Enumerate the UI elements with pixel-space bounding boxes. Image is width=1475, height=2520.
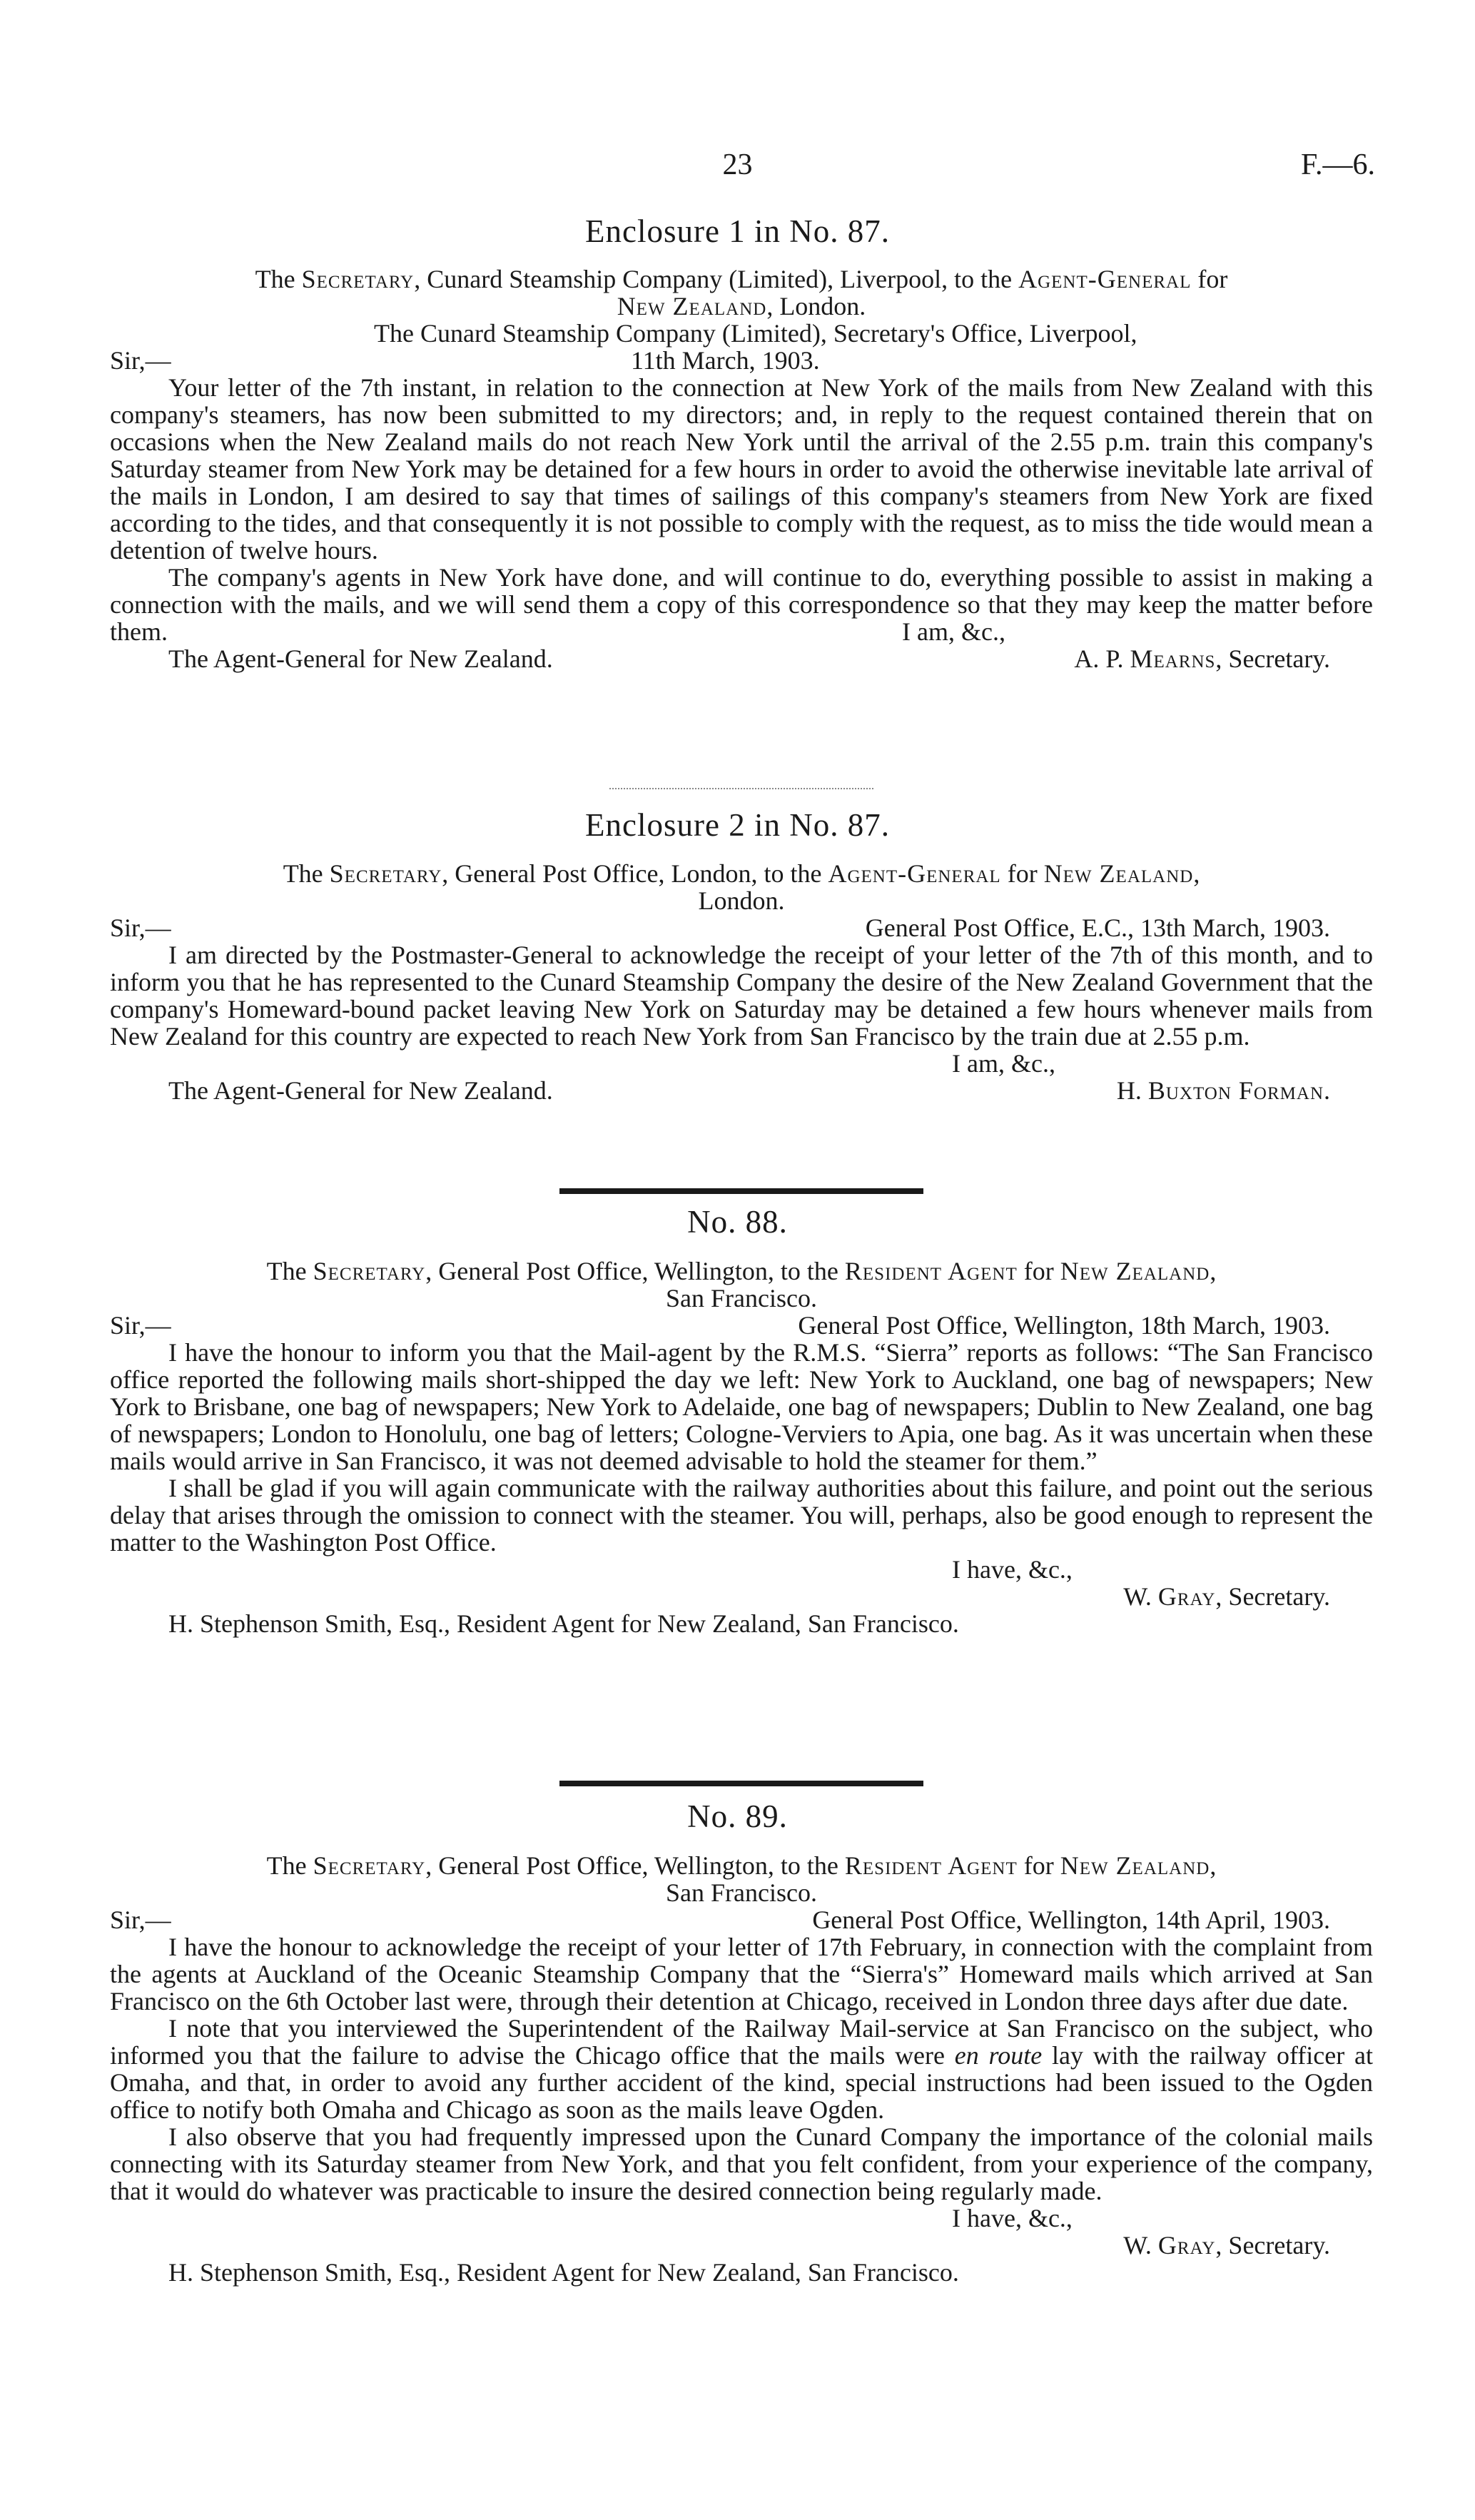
enclosure-1-heading-line2: New Zealand, London. bbox=[617, 292, 866, 320]
section-divider-rule bbox=[559, 1781, 923, 1786]
no-88-heading: The Secretary, General Post Office, Wellington, to the Resident Agent for New Zealand, bbox=[266, 1257, 1217, 1285]
no-89-closing-row bbox=[110, 2205, 1373, 2232]
no-88-salutation-row bbox=[110, 1312, 1373, 1339]
enclosure-2-salutation: Sir,— bbox=[110, 914, 171, 942]
enclosure-1-salutation-row bbox=[110, 347, 1373, 374]
no-89-closing: I have, &c., bbox=[952, 2204, 1073, 2232]
no-89-signatory: W. Gray, Secretary. bbox=[1123, 2231, 1330, 2260]
enclosure-1-title: Enclosure 1 in No. 87. bbox=[585, 213, 890, 249]
no-89-heading: The Secretary, General Post Office, Wellington, to the Resident Agent for New Zealand, bbox=[266, 1851, 1217, 1880]
page-number: 23 bbox=[722, 148, 753, 181]
enclosure-2-title: Enclosure 2 in No. 87. bbox=[585, 807, 890, 843]
enclosure-2-body bbox=[110, 860, 1373, 1104]
section-divider-dotted bbox=[609, 788, 873, 789]
enclosure-2-closing: I am, &c., bbox=[952, 1049, 1055, 1078]
no-89-heading-line2: San Francisco. bbox=[666, 1878, 817, 1907]
enclosure-1-address: The Cunard Steamship Company (Limited), Secretary's Office, Liverpool, bbox=[374, 319, 1137, 348]
no-88-heading-line2: San Francisco. bbox=[666, 1284, 817, 1312]
no-89-paragraph-1: I have the honour to acknowledge the receipt of your letter of 17th February, in connection with the complaint from the agents at Auckland of the Oceanic Steamship Company that the “Sierra's” Homeward mails which arrived at San Francisco on the 6th October last were, through their detention at Chicago, received in London three days after due date. bbox=[110, 1933, 1373, 2015]
enclosure-2-salutation-row bbox=[110, 914, 1373, 941]
no-89-title: No. 89. bbox=[687, 1798, 788, 1834]
no-88-addressee: H. Stephenson Smith, Esq., Resident Agent for New Zealand, San Francisco. bbox=[168, 1609, 959, 1638]
enclosure-1-signature-row bbox=[110, 645, 1373, 672]
enclosure-1-signatory: A. P. Mearns, Secretary. bbox=[1074, 644, 1330, 673]
page-reference: F.—6. bbox=[1301, 148, 1375, 181]
no-88-closing: I have, &c., bbox=[952, 1555, 1073, 1584]
no-88-title: No. 88. bbox=[687, 1204, 788, 1240]
no-88-date: General Post Office, Wellington, 18th March, 1903. bbox=[798, 1311, 1330, 1340]
no-89-paragraph-3: I also observe that you had frequently impressed upon the Cunard Company the importance of the colonial mails connecting with its Saturday steamer from New York, and that you felt confident, from your experience of the company, that it would do whatever was practicable to insure the desired connection being regularly made. bbox=[110, 2122, 1373, 2205]
no-88-salutation: Sir,— bbox=[110, 1311, 171, 1340]
no-88-closing-row bbox=[110, 1556, 1373, 1583]
no-88-paragraph-2: I shall be glad if you will again communicate with the railway authorities about this failure, and point out the serious delay that arises through the omission to connect with the steamer. You will, perhaps, also be good enough to represent the matter to the Washington Post Office. bbox=[110, 1474, 1373, 1557]
enclosure-2-addressee: The Agent-General for New Zealand. bbox=[168, 1076, 553, 1105]
enclosure-2-heading-line2: London. bbox=[698, 886, 785, 915]
no-89-addressee: H. Stephenson Smith, Esq., Resident Agent for New Zealand, San Francisco. bbox=[168, 2258, 959, 2287]
enclosure-1-closing-row bbox=[110, 618, 1373, 645]
enclosure-1-addressee: The Agent-General for New Zealand. bbox=[168, 644, 553, 673]
section-divider-rule bbox=[559, 1188, 923, 1194]
enclosure-1-closing: I am, &c., bbox=[902, 617, 1005, 646]
enclosure-1-date: 11th March, 1903. bbox=[631, 346, 820, 375]
no-88-body bbox=[110, 1258, 1373, 1637]
no-89-salutation-row bbox=[110, 1906, 1373, 1933]
enclosure-1-paragraph-2: The company's agents in New York have done, and will continue to do, everything possible to assist in making a connection with the mails, and we will send them a copy of this correspondence so that they may keep the matter before them. bbox=[110, 563, 1373, 646]
no-89-date: General Post Office, Wellington, 14th April, 1903. bbox=[812, 1906, 1330, 1934]
no-89-body bbox=[110, 1852, 1373, 2286]
enclosure-2-closing-row bbox=[110, 1050, 1373, 1077]
no-88-paragraph-1: I have the honour to inform you that the Mail-agent by the R.M.S. “Sierra” reports as follows: “The San Francisco office reported the following mails short-shipped the day we left: New York to Auckland, one bag of newspapers; New York to Brisbane, one bag of newspapers; New York to Adelaide, one bag of newspapers; Dublin to New Zealand, one bag of newspapers; London to Honolulu, one bag of letters; Cologne-Verviers to Apia, one bag. As it was uncertain when these mails would arrive in San Francisco, it was not deemed advisable to hold the steamer for them.” bbox=[110, 1338, 1373, 1475]
enclosure-2-signatory: H. Buxton Forman. bbox=[1116, 1076, 1330, 1105]
no-88-signatory: W. Gray, Secretary. bbox=[1123, 1582, 1330, 1611]
enclosure-2-date: General Post Office, E.C., 13th March, 1903. bbox=[865, 914, 1330, 942]
enclosure-1-salutation: Sir,— bbox=[110, 346, 171, 375]
no-89-salutation: Sir,— bbox=[110, 1906, 171, 1934]
enclosure-2-signature-row bbox=[110, 1077, 1373, 1104]
enclosure-1-paragraph-1: Your letter of the 7th instant, in relation to the connection at New York of the mails from New Zealand with this company's steamers, has now been submitted to my directors; and, in reply to the request contained therein that on occasions when the New Zealand mails do not reach New York until the arrival of the 2.55 p.m. train this company's Saturday steamer from New York may be detained for a few hours in order to avoid the otherwise inevitable late arrival of the mails in London, I am desired to say that times of sailings of this company's steamers from New York are fixed according to the tides, and that consequently it is not possible to comply with the request, as to miss the tide would mean a detention of twelve hours. bbox=[110, 373, 1373, 565]
no-89-paragraph-2: I note that you interviewed the Superintendent of the Railway Mail-service at San Francisco on the subject, who informed you that the failure to advise the Chicago office that the mails were en route lay with the railway officer at Omaha, and that, in order to avoid any further accident of the kind, special instructions had been issued to the Ogden office to notify both Omaha and Chicago as soon as the mails leave Ogden. bbox=[110, 2014, 1373, 2124]
enclosure-2-paragraph-1: I am directed by the Postmaster-General to acknowledge the receipt of your letter of the 7th of this month, and to inform you that he has represented to the Cunard Steamship Company the desire of the New Zealand Government that the company's Homeward-bound packet leaving New York on Saturday may be detained a few hours whenever mails from New Zealand for this country are expected to reach New York from San Francisco by the train due at 2.55 p.m. bbox=[110, 941, 1373, 1051]
enclosure-1-body bbox=[110, 265, 1373, 672]
enclosure-1-heading: The Secretary, Cunard Steamship Company (Limited), Liverpool, to the Agent-General for bbox=[255, 265, 1228, 293]
enclosure-2-heading: The Secretary, General Post Office, London, to the Agent-General for New Zealand, bbox=[283, 859, 1200, 888]
